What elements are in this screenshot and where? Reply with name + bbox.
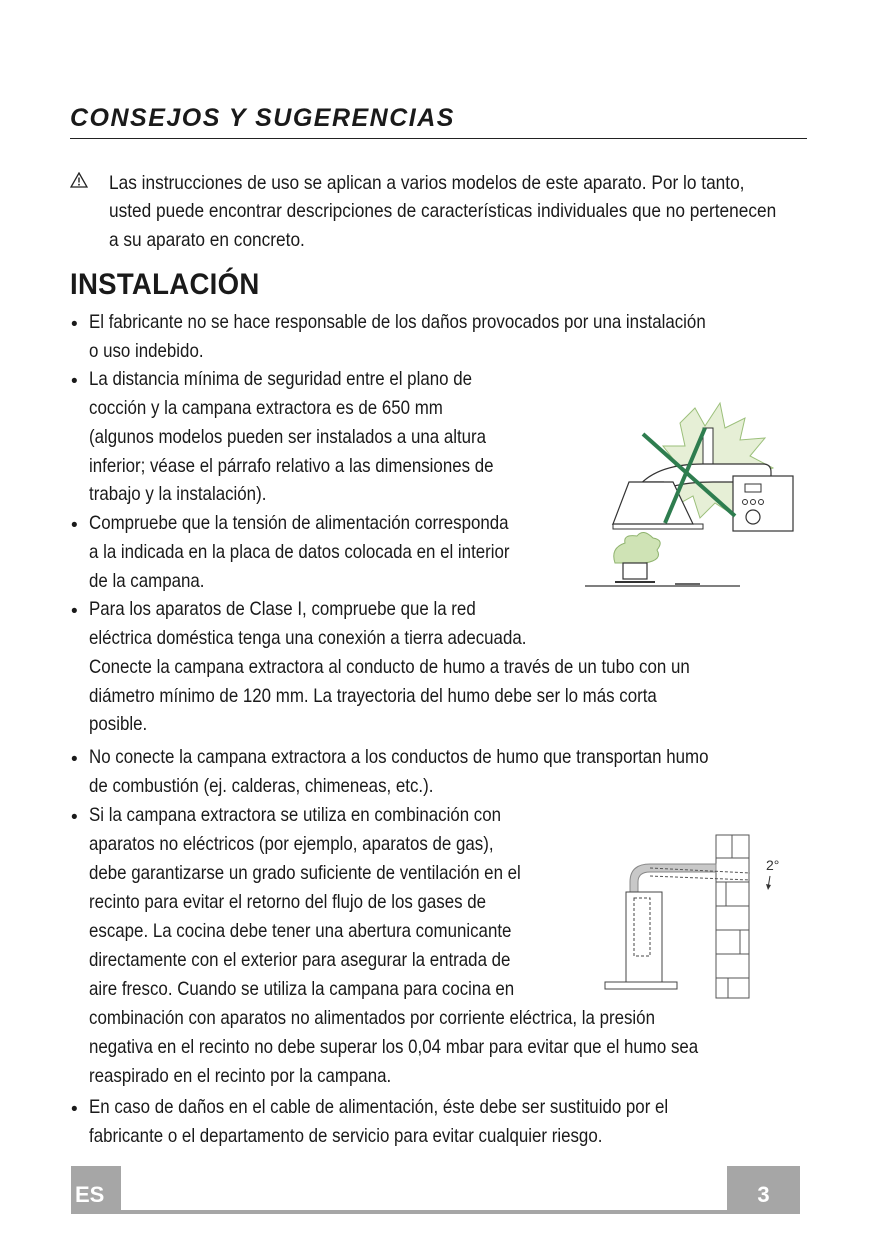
bullet-marker: • — [71, 601, 78, 622]
text-line: Para los aparatos de Clase I, compruebe que la red — [89, 599, 476, 620]
text-line: En caso de daños en el cable de alimentación, éste debe ser sustituido por el — [89, 1097, 669, 1118]
bullet-marker: • — [71, 749, 78, 770]
arrow-head-icon — [766, 884, 771, 890]
text-line: Si la campana extractora se utiliza en combinación con — [89, 805, 502, 826]
text-line: inferior; véase el párrafo relativo a las dimensiones de — [89, 456, 494, 477]
text-line: aire fresco. Cuando se utiliza la campana para cocina en — [89, 979, 515, 1000]
text-line: posible. — [89, 714, 148, 735]
text-line: o uso indebido. — [89, 341, 204, 362]
text-line: eléctrica doméstica tenga una conexión a tierra adecuada. — [89, 628, 527, 649]
section-title: CONSEJOS Y SUGERENCIAS — [70, 104, 455, 132]
text-line: negativa en el recinto no debe superar los 0,04 mbar para evitar que el humo sea — [89, 1037, 699, 1058]
footer-bar — [121, 1210, 727, 1214]
text-line: debe garantizarse un grado suficiente de ventilación en el — [89, 863, 521, 884]
text-line: El fabricante no se hace responsable de los daños provocados por una instalación — [89, 312, 706, 333]
text-line: fabricante o el departamento de servicio para evitar cualquier riesgo. — [89, 1126, 603, 1147]
text-line: cocción y la campana extractora es de 650 mm — [89, 398, 443, 419]
pot-on-burner-icon — [585, 532, 740, 586]
text-line: Conecte la campana extractora al conducto de humo a través de un tubo con un — [89, 657, 690, 678]
brick-wall-icon — [716, 835, 749, 998]
slope-angle-label: 2° — [766, 857, 780, 873]
warning-triangle-icon — [70, 172, 88, 188]
text-line: La distancia mínima de seguridad entre el plano de — [89, 369, 472, 390]
text-line: de la campana. — [89, 571, 205, 592]
duct-slope-figure — [600, 832, 790, 1002]
text-line: de combustión (ej. calderas, chimeneas, etc.). — [89, 776, 434, 797]
page-number: 3 — [727, 1166, 800, 1214]
text-line: Compruebe que la tensión de alimentación corresponda — [89, 513, 509, 534]
warning-text: Las instrucciones de uso se aplican a varios modelos de este aparato. Por lo tanto, usted puede encontrar descripciones de características individuales que no pertenecen a su aparato en concreto. — [109, 173, 777, 251]
text-line: recinto para evitar el retorno del flujo de los gases de — [89, 892, 487, 913]
text-line: reaspirado en el recinto por la campana. — [89, 1066, 392, 1087]
bullet-marker: • — [71, 314, 78, 335]
text-line: a la indicada en la placa de datos colocada en el interior — [89, 542, 510, 563]
text-line: (algunos modelos pueden ser instalados a una altura — [89, 427, 487, 448]
text-line: aparatos no eléctricos (por ejemplo, aparatos de gas), — [89, 834, 494, 855]
text-line: escape. La cocina debe tener una abertura comunicante — [89, 921, 512, 942]
installation-heading: INSTALACIÓN — [70, 268, 260, 301]
text-line: No conecte la campana extractora a los conductos de humo que transportan humo — [89, 747, 709, 768]
bullet-marker: • — [71, 515, 78, 536]
bullet-marker: • — [71, 371, 78, 392]
text-line: directamente con el exterior para asegurar la entrada de — [89, 950, 511, 971]
title-divider — [70, 138, 807, 139]
bullet-marker: • — [71, 1099, 78, 1120]
language-tab: ES — [71, 1166, 121, 1214]
text-line: diámetro mínimo de 120 mm. La trayectoria del humo debe ser lo más corta — [89, 686, 657, 707]
control-panel-icon — [733, 476, 793, 531]
text-line: combinación con aparatos no alimentados por corriente eléctrica, la presión — [89, 1008, 655, 1029]
hood-gas-warning-figure — [585, 398, 800, 593]
text-line: trabajo y la instalación). — [89, 484, 267, 505]
bullet-marker: • — [71, 807, 78, 828]
